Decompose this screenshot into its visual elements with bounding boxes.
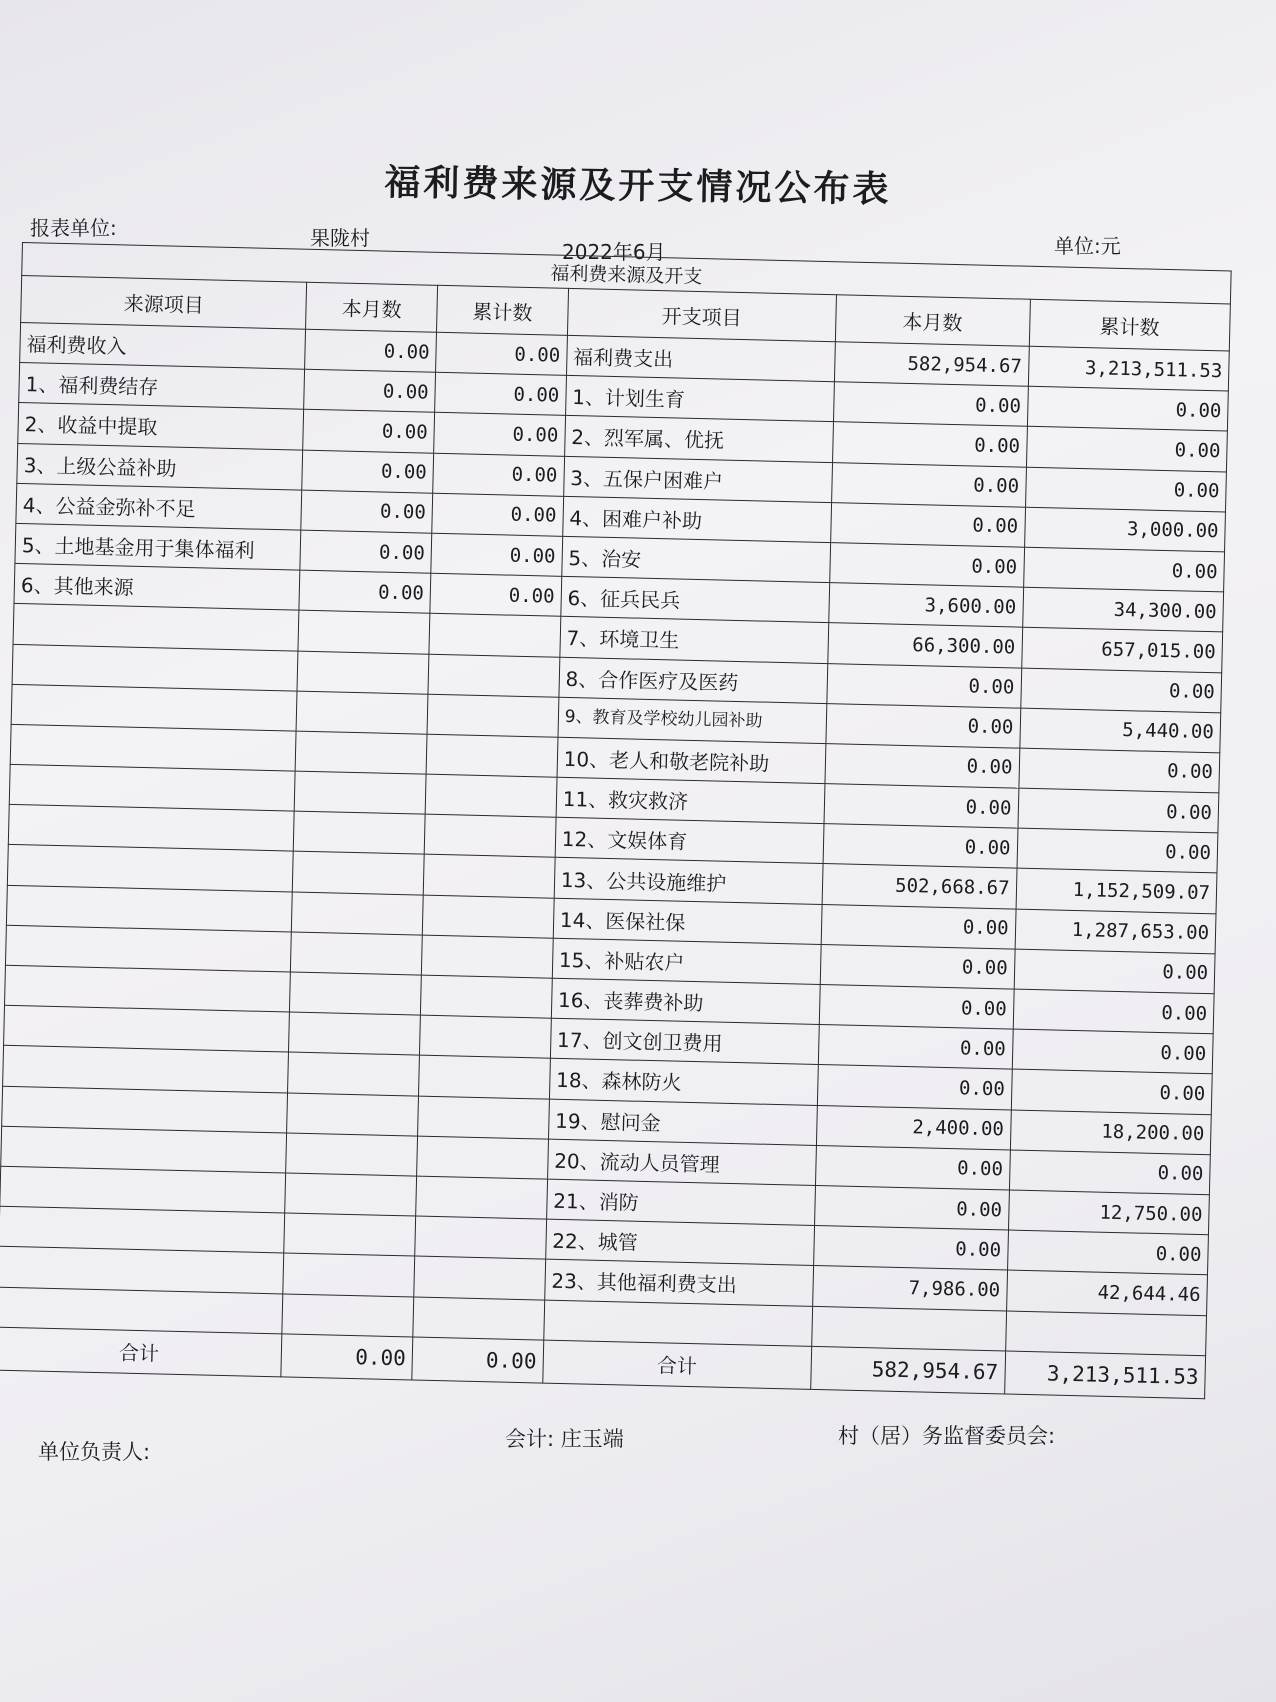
income-item-label [2,1086,288,1133]
income-item-label [3,1046,289,1093]
income-month-value [296,691,428,734]
income-cumulative-value: 0.00 [434,413,566,456]
expense-item-label: 16、丧葬费补助 [551,978,820,1024]
expense-item-label: 2、烈军属、优抚 [564,416,833,462]
total-label-left: 合计 [0,1327,282,1377]
income-cumulative-value [420,975,552,1018]
expense-month-value: 0.00 [817,1065,1012,1110]
income-month-value: 0.00 [299,570,431,613]
expense-item-label: 13、公共设施维护 [554,858,823,904]
income-month-value: 0.00 [300,530,432,573]
expense-item-label: 20、流动人员管理 [547,1139,816,1185]
income-item-label [0,1166,286,1213]
expense-month-value: 0.00 [833,382,1028,427]
expense-month-value: 0.00 [823,824,1018,869]
expense-item-label: 14、医保社保 [553,898,822,944]
expense-month-value: 0.00 [829,543,1024,588]
expense-cumulative-value: 3,000.00 [1024,507,1225,552]
total-source-month: 0.00 [281,1334,413,1380]
income-cumulative-value [423,855,555,898]
expense-cumulative-value [1005,1310,1206,1355]
income-cumulative-value [415,1216,547,1259]
header-expense-month: 本月数 [835,295,1030,347]
expense-cumulative-value: 0.00 [1011,1069,1212,1114]
expense-month-value: 0.00 [825,743,1020,788]
expense-item-label: 18、森林防火 [549,1059,818,1105]
income-month-value [298,610,430,653]
income-month-value [284,1213,416,1256]
income-month-value: 0.00 [301,490,433,533]
income-item-label [0,1247,284,1294]
income-month-value [290,972,422,1015]
expense-month-value: 0.00 [814,1185,1009,1230]
header-source-cumulative: 累计数 [437,285,569,335]
expense-cumulative-value: 0.00 [1025,467,1226,512]
expense-cumulative-value: 12,750.00 [1008,1190,1209,1235]
income-item-label: 6、其他来源 [14,564,300,611]
income-cumulative-value [414,1256,546,1299]
income-item-label [10,724,296,771]
header-expense-cumulative: 累计数 [1029,299,1231,351]
income-month-value [286,1133,418,1176]
expense-month-value: 2,400.00 [816,1105,1011,1150]
income-cumulative-value [426,734,558,777]
expense-item-label: 9、教育及学校幼儿园补助 [558,697,827,743]
total-expense-cumulative: 3,213,511.53 [1004,1351,1205,1399]
income-item-label [5,965,291,1012]
expense-item-label: 23、其他福利费支出 [544,1259,813,1305]
expense-month-value: 0.00 [819,985,1014,1030]
expense-item-label: 22、城管 [545,1219,814,1265]
income-cumulative-value: 0.00 [436,332,568,375]
village-name: 果陇村 [310,226,370,250]
income-cumulative-value [417,1136,549,1179]
report-date: 2022年6月 [562,240,666,264]
income-month-value: 0.00 [305,329,437,372]
income-item-label [0,1206,285,1253]
income-cumulative-value [419,1055,551,1098]
income-month-value [295,771,427,814]
expense-month-value: 7,986.00 [812,1266,1007,1311]
income-cumulative-value [425,774,557,817]
income-item-label [5,925,291,972]
expense-item-label: 1、计划生育 [565,376,834,422]
income-month-value [294,811,426,854]
header-source-item: 来源项目 [21,276,307,330]
expense-cumulative-value: 0.00 [1020,668,1221,713]
accountant-label: 会计: 庄玉端 [505,1427,624,1451]
expense-cumulative-value: 18,200.00 [1010,1110,1211,1155]
total-label-right: 合计 [543,1340,812,1389]
expense-cumulative-value: 0.00 [1012,1029,1213,1074]
expense-item-label: 5、治安 [562,536,831,582]
expense-month-value: 0.00 [827,663,1022,708]
welfare-table-wrapper [0,242,1232,1399]
income-cumulative-value [413,1297,545,1340]
expense-item-label: 7、环境卫生 [560,617,829,663]
income-month-value [293,852,425,895]
table-banner: 福利费来源及开支 [22,243,1231,304]
expense-month-value: 0.00 [815,1145,1010,1190]
income-item-label: 福利费收入 [20,322,306,369]
income-cumulative-value [428,654,560,697]
income-item-label [13,604,299,651]
expense-item-label: 21、消防 [546,1179,815,1225]
income-item-label: 5、土地基金用于集体福利 [15,523,301,570]
expense-item-label: 6、征兵民兵 [561,576,830,622]
income-cumulative-value [424,814,556,857]
expense-cumulative-value: 5,440.00 [1019,708,1220,753]
income-cumulative-value: 0.00 [431,533,563,576]
expense-item-label: 福利费支出 [566,335,835,381]
income-cumulative-value [429,614,561,657]
expense-cumulative-value: 0.00 [1007,1230,1208,1275]
expense-month-value: 0.00 [830,502,1025,547]
income-item-label [8,805,294,852]
welfare-table [0,242,1232,1399]
income-cumulative-value [416,1176,548,1219]
header-expense-item: 开支项目 [567,288,836,341]
income-item-label: 4、公益金弥补不足 [16,483,302,530]
expense-cumulative-value: 0.00 [1017,828,1218,873]
income-cumulative-value [419,1015,551,1058]
expense-cumulative-value: 0.00 [1014,949,1215,994]
expense-item-label [544,1300,813,1346]
expense-cumulative-value: 1,287,653.00 [1015,909,1216,954]
income-item-label [1,1126,287,1173]
income-month-value [283,1253,415,1296]
income-cumulative-value: 0.00 [432,493,564,536]
income-month-value [292,892,424,935]
expense-item-label: 3、五保户困难户 [563,456,832,502]
income-cumulative-value [422,895,554,938]
income-item-label: 2、收益中提取 [18,403,304,450]
expense-month-value: 0.00 [821,904,1016,949]
supervisor-label: 村（居）务监督委员会: [838,1424,1056,1448]
expense-cumulative-value: 657,015.00 [1021,627,1222,672]
expense-cumulative-value: 0.00 [1018,748,1219,793]
page-title: 福利费来源及开支情况公布表 [384,162,892,211]
income-item-label: 1、福利费结存 [19,363,305,410]
expense-month-value: 66,300.00 [827,623,1022,668]
income-month-value: 0.00 [302,450,434,493]
currency-unit: 单位:元 [1054,234,1121,258]
income-item-label: 3、上级公益补助 [17,443,303,490]
total-expense-month: 582,954.67 [810,1346,1005,1394]
expense-cumulative-value: 0.00 [1026,427,1227,472]
income-month-value [287,1093,419,1136]
expense-month-value: 0.00 [813,1226,1008,1271]
expense-cumulative-value: 1,152,509.07 [1016,869,1217,914]
income-item-label [7,845,293,892]
header-source-month: 本月数 [306,282,438,332]
expense-month-value: 0.00 [824,784,1019,829]
income-cumulative-value [427,694,559,737]
income-month-value: 0.00 [303,410,435,453]
expense-month-value: 502,668.67 [822,864,1017,909]
income-cumulative-value: 0.00 [435,372,567,415]
income-month-value [282,1293,414,1336]
expense-month-value: 0.00 [832,422,1027,467]
expense-cumulative-value: 0.00 [1027,386,1228,431]
income-month-value [291,932,423,975]
expense-month-value: 3,600.00 [828,583,1023,628]
expense-cumulative-value: 0.00 [1017,788,1218,833]
expense-cumulative-value: 34,300.00 [1022,587,1223,632]
expense-month-value: 0.00 [820,944,1015,989]
expense-month-value: 582,954.67 [834,342,1029,387]
income-item-label [11,684,297,731]
expense-month-value: 0.00 [818,1025,1013,1070]
expense-item-label: 12、文娱体育 [555,817,824,863]
unit-head-label: 单位负责人: [38,1440,151,1464]
expense-cumulative-value: 42,644.46 [1006,1270,1207,1315]
income-month-value [288,1052,420,1095]
expense-item-label: 11、救灾救济 [556,777,825,823]
expense-cumulative-value: 0.00 [1023,547,1224,592]
total-source-cumulative: 0.00 [412,1337,544,1383]
income-cumulative-value: 0.00 [433,453,565,496]
expense-item-label: 15、补贴农户 [552,938,821,984]
expense-month-value: 0.00 [826,703,1021,748]
expense-month-value: 0.00 [831,462,1026,507]
income-cumulative-value [418,1096,550,1139]
income-cumulative-value [421,935,553,978]
income-cumulative-value: 0.00 [430,573,562,616]
income-item-label [0,1287,283,1334]
income-month-value [295,731,427,774]
income-item-label [4,1005,290,1052]
expense-cumulative-value: 3,213,511.53 [1028,346,1229,391]
report-unit-label: 报表单位: [30,216,117,240]
expense-month-value [811,1306,1006,1351]
income-item-label [6,885,292,932]
income-month-value: 0.00 [304,369,436,412]
income-month-value [297,651,429,694]
expense-item-label: 8、合作医疗及医药 [559,657,828,703]
expense-item-label: 4、困难户补助 [562,496,831,542]
income-item-label [9,764,295,811]
expense-item-label: 17、创文创卫费用 [550,1018,819,1064]
income-item-label [12,644,298,691]
expense-item-label: 19、慰问金 [548,1099,817,1145]
expense-cumulative-value: 0.00 [1013,989,1214,1034]
expense-item-label: 10、老人和敬老院补助 [557,737,826,783]
income-month-value [285,1173,417,1216]
expense-cumulative-value: 0.00 [1009,1150,1210,1195]
income-month-value [289,1012,421,1055]
